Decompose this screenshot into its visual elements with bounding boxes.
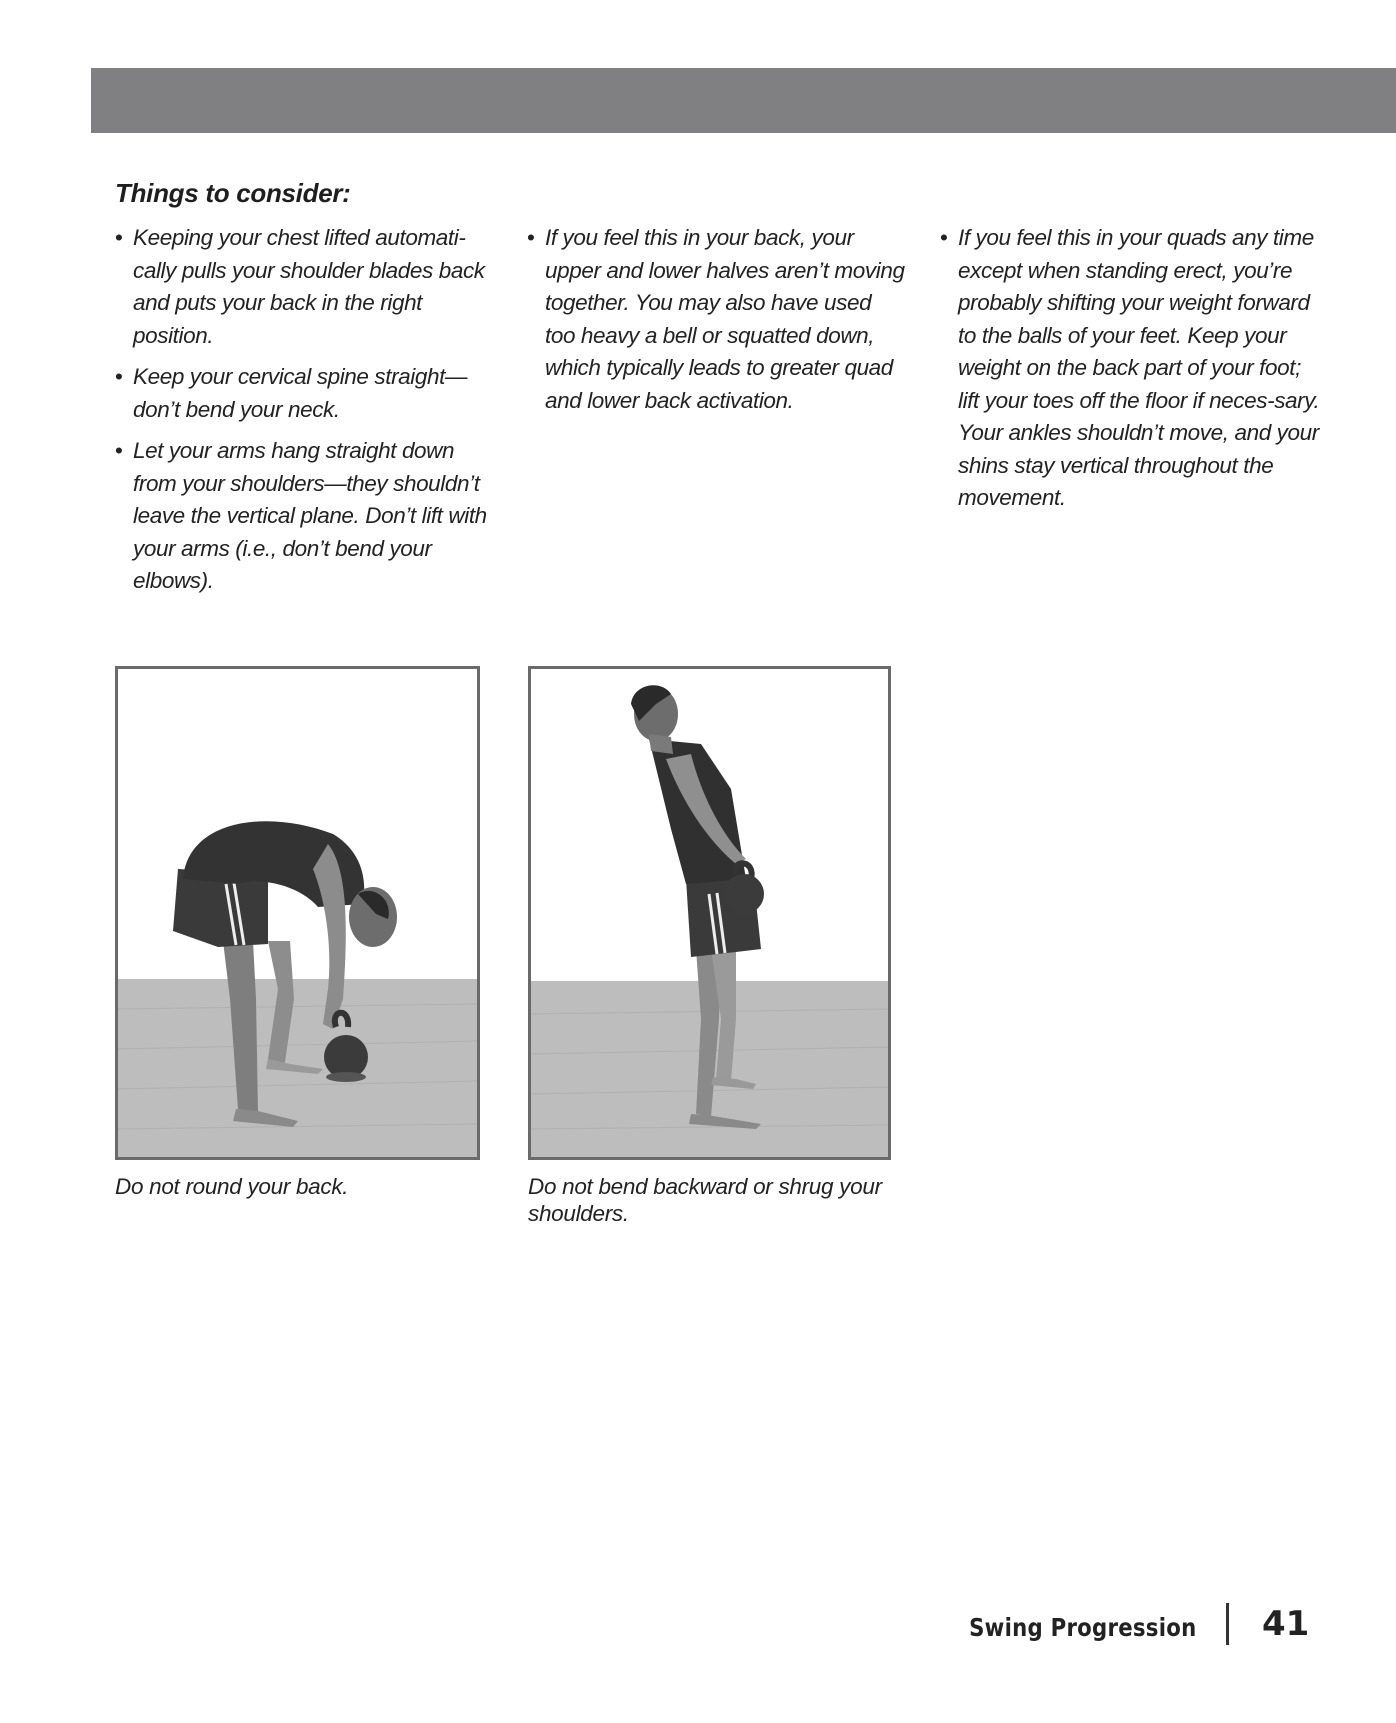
- running-footer-section: Swing Progression: [968, 1613, 1196, 1642]
- bullet-item: [940, 222, 1320, 515]
- column-1: [115, 222, 495, 607]
- bullet-item: [115, 435, 495, 598]
- bullet-text: Let your arms hang straight down from your shoulders—they shouldn’t leave the vertical plane. Don’t lift with your arms (i.e., don’t bend your elbows).: [133, 438, 487, 593]
- bullet-text: If you feel this in your quads any time except when standing erect, you’re probably shifting your weight forward to the balls of your feet. Keep your weight on the back part of your foot; lift your toes off the floor if neces-sary. Your ankles shouldn’t move, and your shins stay vertical throughout the movement.: [958, 225, 1320, 510]
- section-heading: Things to consider:: [115, 178, 351, 208]
- bullet-text: Keep your cervical spine straight—don’t bend your neck.: [133, 364, 468, 422]
- column-2: [527, 222, 907, 426]
- figure-caption: Do not bend backward or shrug your shoulders.: [528, 1174, 882, 1226]
- photo-bend-backward: [528, 666, 891, 1160]
- bullet-text: If you feel this in your back, your upper and lower halves aren’t moving together. You may also have used too heavy a bell or squatted down, which typically leads to greater quad and lower back activation.: [545, 225, 905, 413]
- bullet-item: [115, 222, 495, 352]
- bullet-marker: •: [527, 225, 535, 250]
- bend-backward-illustration: [531, 669, 888, 1157]
- bullet-marker: •: [115, 364, 123, 389]
- header-bar: [91, 68, 1396, 133]
- photo-rounded-back: [115, 666, 480, 1160]
- bullet-item: [527, 222, 907, 417]
- bullet-marker: •: [940, 225, 948, 250]
- page-number: 41: [1262, 1604, 1310, 1644]
- footer-divider: [1226, 1603, 1229, 1645]
- bullet-marker: •: [115, 225, 123, 250]
- bullet-text: Keeping your chest lifted automati-cally pulls your shoulder blades back and puts your back in the right position.: [133, 225, 485, 348]
- rounded-back-illustration: [118, 669, 477, 1157]
- bullet-marker: •: [115, 438, 123, 463]
- column-3: [940, 222, 1320, 524]
- bullet-item: [115, 361, 495, 426]
- figure-caption: Do not round your back.: [115, 1174, 349, 1199]
